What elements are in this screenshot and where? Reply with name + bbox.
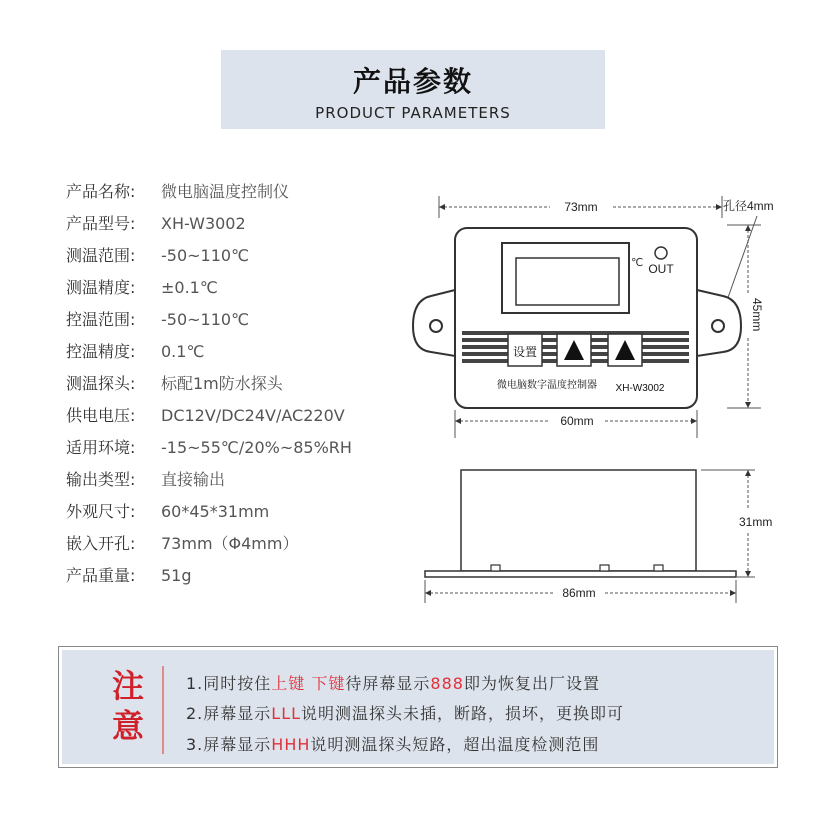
note-text: 即为恢复出厂设置 [463,674,600,693]
spec-label: 适用环境: [66,438,136,457]
page-subtitle: PRODUCT PARAMETERS [315,104,511,122]
dim-hole-label: 孔径4mm [723,199,774,213]
note-text: 说明测温探头未插，断路，损坏，更换即可 [301,704,625,723]
spec-value: XH-W3002 [161,214,246,233]
dimension-73mm [439,196,722,218]
notice-title-char-2: 意 [111,707,144,745]
notice-divider [162,666,164,754]
spec-label: 供电电压: [66,406,136,425]
dim-width-label: 60mm [560,414,594,428]
spec-value: 51g [161,566,192,585]
note-highlight: 上键 下键 [271,674,346,693]
left-mount-hole [430,320,442,332]
spec-row-measure-accuracy [66,275,218,305]
spec-label: 产品名称: [66,182,136,201]
spec-row-measure-range [66,243,249,273]
notice-inner [62,650,774,764]
spec-value: 直接输出 [161,470,226,489]
spec-label: 外观尺寸: [66,502,136,521]
side-clip-1 [491,565,500,571]
spec-value: 微电脑温度控制仪 [161,182,290,201]
out-led-icon [655,247,667,259]
spec-label: 测温精度: [66,278,136,297]
notice-box [58,646,778,768]
spec-label: 控温精度: [66,342,136,361]
note-text: 3.屏幕显示 [186,735,272,754]
spec-label: 控温范围: [66,310,136,329]
side-clip-3 [654,565,663,571]
note-text: 说明测温探头短路，超出温度检测范围 [310,735,600,754]
side-clip-2 [600,565,609,571]
out-label: OUT [648,262,674,276]
note-text: 1.同时按住 [186,674,272,693]
side-body [461,470,696,571]
notice-line-3 [186,732,599,755]
notice-line-1 [186,671,600,694]
device-model: XH-W3002 [615,383,665,394]
spec-label: 测温范围: [66,246,136,265]
spec-value: 60*45*31mm [161,502,270,521]
spec-value: -50~110℃ [161,310,250,329]
note-text: 待屏幕显示 [345,674,431,693]
dimension-31mm [701,470,772,577]
spec-value: 0.1℃ [161,342,205,361]
device-side-view [425,470,736,577]
notice-title [108,666,148,746]
header-banner [221,50,605,129]
dim-height-label: 45mm [750,298,764,332]
right-mount-hole [712,320,724,332]
dim-side-height-label: 31mm [739,515,773,529]
unit-symbol: ℃ [631,256,644,269]
spec-row-cutout [66,531,298,561]
spec-label: 嵌入开孔: [66,534,136,553]
spec-row-output [66,467,225,497]
spec-label: 输出类型: [66,470,136,489]
device-front-view [413,228,741,408]
spec-label: 产品重量: [66,566,136,585]
spec-row-probe [66,371,283,401]
spec-value: -15~55℃/20%~85%RH [161,438,352,457]
dimension-drawing [405,188,800,613]
spec-row-voltage [66,403,345,433]
dim-top-label: 73mm [564,200,598,214]
spec-value: 73mm（Φ4mm） [161,534,299,553]
spec-row-environment [66,435,352,465]
notice-title-char-1: 注 [111,667,144,705]
spec-row-control-range [66,307,249,337]
spec-row-size [66,499,269,529]
device-name: 微电脑数字温度控制器 [497,380,597,391]
note-highlight: LLL [271,704,302,723]
spec-value: 标配1m防水探头 [161,374,283,393]
note-text: 2.屏幕显示 [186,704,272,723]
spec-label: 产品型号: [66,214,136,233]
spec-row-control-accuracy [66,339,204,369]
spec-label: 测温探头: [66,374,136,393]
notice-line-2 [186,701,624,724]
note-highlight: 888 [430,674,464,693]
dimension-86mm [425,580,736,603]
note-highlight: HHH [271,735,311,754]
dim-side-width-label: 86mm [562,586,596,600]
side-flange [425,571,736,577]
page-title: 产品参数 [352,65,473,98]
display-screen [516,258,619,305]
dimension-60mm [455,410,697,438]
set-button-label: 设置 [512,345,538,359]
spec-value: DC12V/DC24V/AC220V [161,406,345,425]
spec-row-name [66,179,289,209]
spec-row-model [66,211,246,241]
spec-value: -50~110℃ [161,246,250,265]
spec-row-weight [66,563,192,593]
spec-value: ±0.1℃ [161,278,218,297]
